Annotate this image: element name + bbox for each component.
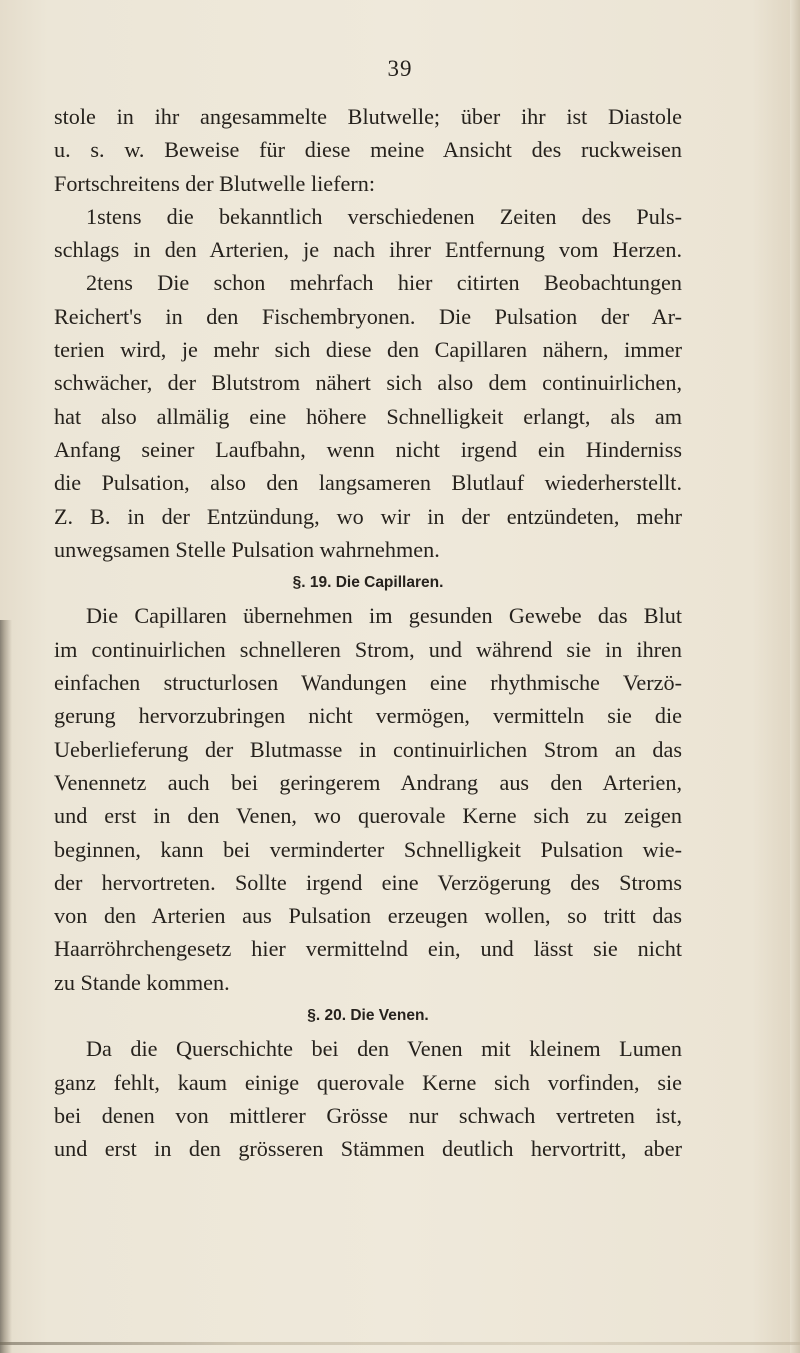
text-line: ganz fehlt, kaum einige querovale Kerne sich vorfinden, sie [54, 1069, 682, 1095]
text-line: der hervortreten. Sollte irgend eine Verzögerung des Stroms [54, 869, 682, 895]
text-line: hat also allmälig eine höhere Schnelligkeit erlangt, als am [54, 403, 682, 429]
text-line: schwächer, der Blutstrom nähert sich also dem continuirlichen, [54, 370, 682, 396]
text-line: gerung hervorzubringen nicht vermögen, vermitteln sie die [54, 703, 682, 729]
text-line: u. s. w. Beweise für diese meine Ansicht des ruckweisen [54, 137, 682, 163]
text-line: Venennetz auch bei geringerem Andrang aus den Arterien, [54, 769, 682, 795]
paragraph-first-line: Da die Querschichte bei den Venen mit kleinem Lumen [86, 1036, 682, 1062]
text-line: stole in ihr angesammelte Blutwelle; über ihr ist Diastole [54, 104, 682, 129]
text-line: zu Stande kommen. [54, 969, 230, 995]
text-line: Fortschreitens der Blutwelle liefern: [54, 170, 376, 196]
text-line: von den Arterien aus Pulsation erzeugen wollen, so tritt das [54, 903, 682, 929]
text-line: Ueberlieferung der Blutmasse in continuirlichen Strom an das [54, 736, 682, 762]
text-line: terien wird, je mehr sich diese den Capillaren nähern, immer [54, 337, 682, 363]
text-line: schlags in den Arterien, je nach ihrer Entfernung vom Herzen. [54, 237, 682, 263]
text-line: und erst in den grösseren Stämmen deutlich hervortritt, aber [54, 1136, 682, 1162]
body-text [54, 100, 682, 1166]
text-line: einfachen structurlosen Wandungen eine rhythmische Verzö- [54, 670, 682, 696]
page-edge [790, 0, 800, 1353]
section-heading: §. 20. Die Venen. [307, 1007, 429, 1025]
page-bottom-edge [0, 1342, 800, 1345]
text-line: Anfang seiner Laufbahn, wenn nicht irgend ein Hinderniss [54, 436, 682, 462]
text-line: unwegsamen Stelle Pulsation wahrnehmen. [54, 536, 440, 562]
paragraph-first-line: 1stens die bekanntlich verschiedenen Zeiten des Puls- [86, 203, 682, 229]
section-heading: §. 19. Die Capillaren. [292, 574, 444, 592]
paragraph-first-line: Die Capillaren übernehmen im gesunden Gewebe das Blut [86, 603, 682, 629]
text-line: die Pulsation, also den langsameren Blutlauf wiederherstellt. [54, 470, 682, 496]
page-number: 39 [387, 56, 413, 81]
text-line: Haarröhrchengesetz hier vermittelnd ein, und lässt sie nicht [54, 936, 682, 962]
text-line: beginnen, kann bei verminderter Schnelligkeit Pulsation wie- [54, 836, 682, 862]
text-line: Reichert's in den Fischembryonen. Die Pulsation der Ar- [54, 303, 682, 329]
text-line: im continuirlichen schnelleren Strom, und während sie in ihren [54, 636, 682, 662]
text-line: und erst in den Venen, wo querovale Kerne sich zu zeigen [54, 803, 682, 829]
text-line: bei denen von mittlerer Grösse nur schwach vertreten ist, [54, 1102, 682, 1128]
text-line: Z. B. in der Entzündung, wo wir in der entzündeten, mehr [54, 503, 682, 529]
paragraph-first-line: 2tens Die schon mehrfach hier citirten Beobachtungen [86, 270, 682, 296]
page-gutter-shadow [0, 620, 12, 1353]
